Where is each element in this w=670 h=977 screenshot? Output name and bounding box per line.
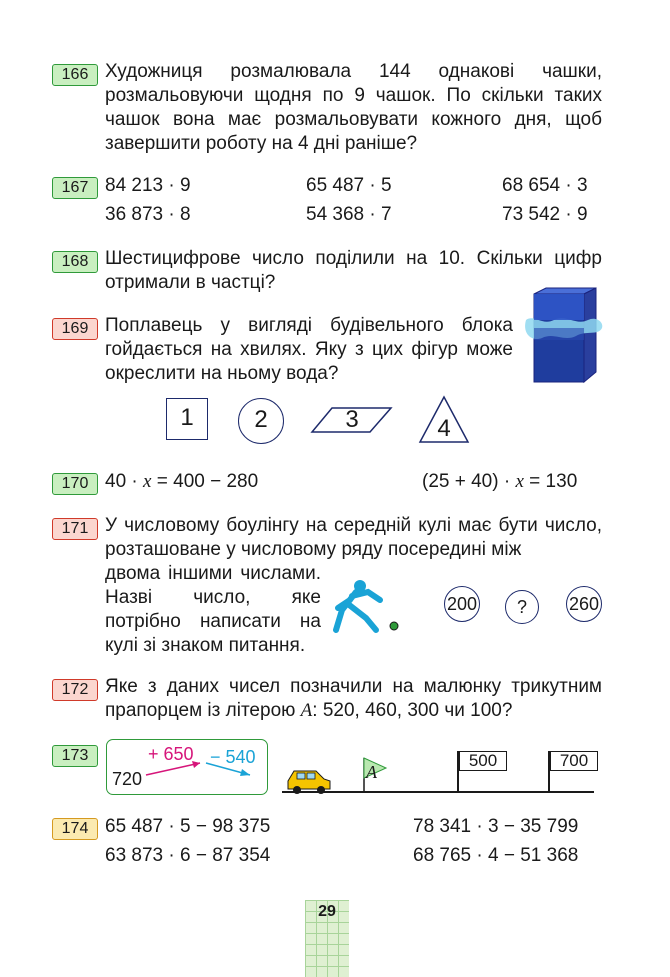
task-166-text: Художниця розмалювала 144 однакові чашки, розмальовуючи щодня по 9 чашок. По скільки таких чашок вона має розмальовувати кожного дня, щоб завершити роботу на 4 дні раніше? <box>105 61 602 154</box>
chain-start-720: 720 <box>112 769 143 789</box>
ball-260: 260 <box>566 586 602 622</box>
expr-167-5: 54 368 · 7 <box>306 204 392 225</box>
equation-170-2: (25 + 40) · x = 130 <box>422 471 578 492</box>
task-number-167: 167 <box>52 177 98 199</box>
page-number: 29 <box>318 903 336 920</box>
expr-174-3: 63 873 · 6 − 87 354 <box>105 845 271 866</box>
task-171-text-wide: У числовому боулінгу на середній кулі має бути число, розташоване у числовому ряду посередині між <box>105 515 602 560</box>
circle-label: 2 <box>254 406 268 433</box>
task-171-text-narrow: двома іншими числами. Назві число, яке потрібно написати на кулі зі знаком питання. <box>105 563 321 656</box>
bowler-figure <box>332 578 404 634</box>
ball-200: 200 <box>444 586 480 622</box>
task-172-text: Яке з даних чисел позначили на малюнку трикутним прапорцем із літерою А: 520, 460, 300 чи 100? <box>105 676 602 721</box>
chain-minus-540: − 540 <box>210 747 256 767</box>
marker-700: 700 <box>550 751 598 771</box>
expr-167-4: 36 873 · 8 <box>105 204 191 225</box>
task-168-text: Шестицифрове число поділили на 10. Скільки цифр отримали в частці? <box>105 248 602 293</box>
task-number-169: 169 <box>52 318 98 340</box>
expr-174-4: 68 765 · 4 − 51 368 <box>413 845 579 866</box>
car-picture <box>284 765 334 795</box>
flag-letter-a: А <box>366 762 377 782</box>
expr-167-3: 68 654 · 3 <box>502 175 588 196</box>
expr-167-1: 84 213 · 9 <box>105 175 191 196</box>
task-number-168: 168 <box>52 251 98 273</box>
chain-plus-650: + 650 <box>148 744 194 764</box>
task-number-166: 166 <box>52 64 98 86</box>
expr-167-2: 65 487 · 5 <box>306 175 392 196</box>
equation-170-1: 40 · x = 400 − 280 <box>105 471 259 492</box>
expr-174-2: 78 341 · 3 − 35 799 <box>413 816 579 837</box>
expr-174-1: 65 487 · 5 − 98 375 <box>105 816 271 837</box>
task-number-172: 172 <box>52 679 98 701</box>
task-169-text: Поплавець у вигляді будівельного блока гойдається на хвилях. Яку з цих фігур може окреслити на ньому вода? <box>105 315 513 384</box>
parallelogram-label: 3 <box>345 406 359 433</box>
task-number-174: 174 <box>52 818 98 840</box>
square-label: 1 <box>180 404 194 431</box>
triangle-label: 4 <box>437 415 451 442</box>
task-number-173: 173 <box>52 745 98 767</box>
marker-500: 500 <box>459 751 507 771</box>
task-number-171: 171 <box>52 518 98 540</box>
task-number-170: 170 <box>52 473 98 495</box>
float-block-picture <box>520 284 610 388</box>
ball-question: ? <box>505 590 539 624</box>
expr-167-6: 73 542 · 9 <box>502 204 588 225</box>
